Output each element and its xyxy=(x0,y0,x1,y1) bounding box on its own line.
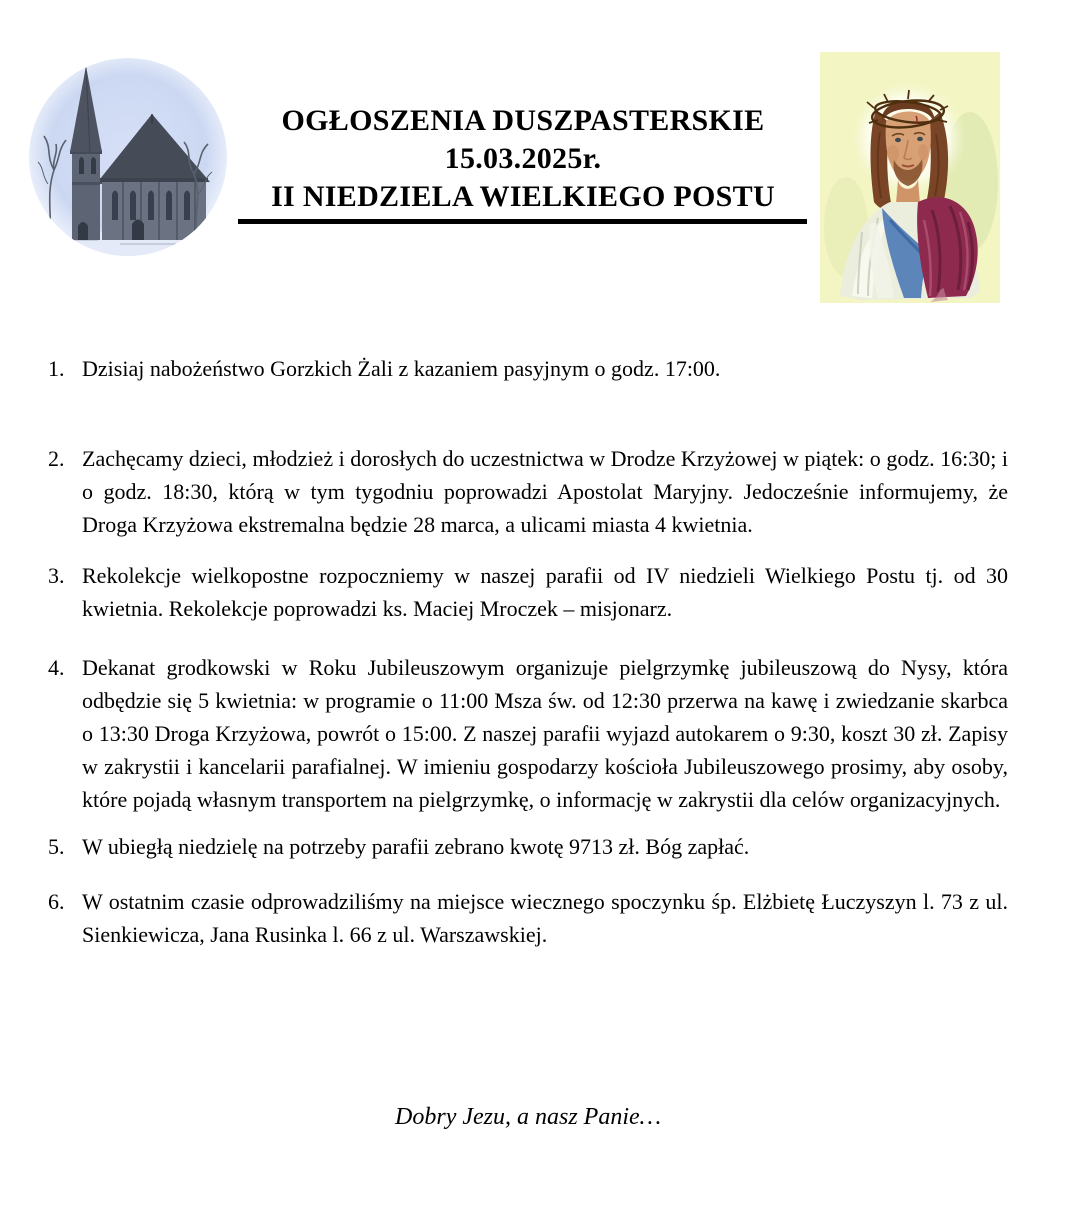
item-number: 5. xyxy=(48,834,65,859)
title-divider-rule xyxy=(238,219,807,224)
item-text: Dekanat grodkowski w Roku Jubileuszowym organizuje pielgrzymkę jubileuszową do Nysy, która odbędzie się 5 kwietnia: w programie o 11:00 Msza św. od 12:30 przerwa na kawę i zwiedzanie skarbca o 13:30 Droga Krzyżowa, powrót o 15:00. Z naszej parafii wyjazd autokarem o 9:30, koszt 30 zł. Zapisy w zakrystii i kancelarii parafialnej. W imieniu gospodarzy kościoła Jubileuszowego prosimy, aby osoby, które pojadą własnym transportem na pielgrzymkę, o informację w zakrystii dla celów organizacyjnych. xyxy=(82,655,1008,812)
item-text: W ostatnim czasie odprowadziliśmy na miejsce wiecznego spoczynku śp. Elżbietę Łuczyszyn l. 73 z ul. Sienkiewicza, Jana Rusinka l. 66 z ul. Warszawskiej. xyxy=(82,889,1008,947)
closing-prayer-text: Dobry Jezu, a nasz Panie… xyxy=(395,1104,661,1130)
announcement-item-2 xyxy=(48,442,1008,541)
title-line-1: OGŁOSZENIA DUSZPASTERSKIE xyxy=(281,104,765,137)
announcement-item-5 xyxy=(48,830,1008,863)
item-number: 6. xyxy=(48,889,65,914)
title-line-2: 15.03.2025r. xyxy=(444,142,602,175)
jesus-crown-of-thorns-icon xyxy=(820,52,1000,303)
church-sketch-group xyxy=(28,57,228,260)
item-number: 4. xyxy=(48,655,65,680)
title-line-3: II NIEDZIELA WIELKIEGO POSTU xyxy=(271,180,775,213)
item-text: Rekolekcje wielkopostne rozpoczniemy w naszej parafii od IV niedzieli Wielkiego Postu tj. od 30 kwietnia. Rekolekcje poprowadzi ks. Maciej Mroczek – misjonarz. xyxy=(82,563,1008,621)
church-sketch-image xyxy=(28,54,228,260)
item-number: 3. xyxy=(48,563,65,588)
announcements-list xyxy=(48,352,1008,951)
item-text: Dzisiaj nabożeństwo Gorzkich Żali z kazaniem pasyjnym o godz. 17:00. xyxy=(82,356,721,381)
announcement-item-6 xyxy=(48,885,1008,951)
item-number: 2. xyxy=(48,446,65,471)
church-sketch-icon xyxy=(28,54,228,260)
item-text: W ubiegłą niedzielę na potrzeby parafii zebrano kwotę 9713 zł. Bóg zapłać. xyxy=(82,834,750,859)
announcement-item-4 xyxy=(48,651,1008,816)
jesus-painting-group xyxy=(820,52,1000,303)
item-text: Zachęcamy dzieci, młodzież i dorosłych do uczestnictwa w Drodze Krzyżowej w piątek: o godz. 16:30; i o godz. 18:30, którą w tym tygodniu poprowadzi Apostolat Maryjny. Jedocześnie informujemy, że Droga Krzyżowa ekstremalna będzie 28 marca, a ulicami miasta 4 kwietnia. xyxy=(82,446,1008,537)
announcement-item-3 xyxy=(48,559,1008,625)
page-title xyxy=(238,102,808,216)
item-number: 1. xyxy=(48,356,65,381)
jesus-painting-image xyxy=(820,52,1000,303)
announcement-item-1 xyxy=(48,352,1008,385)
